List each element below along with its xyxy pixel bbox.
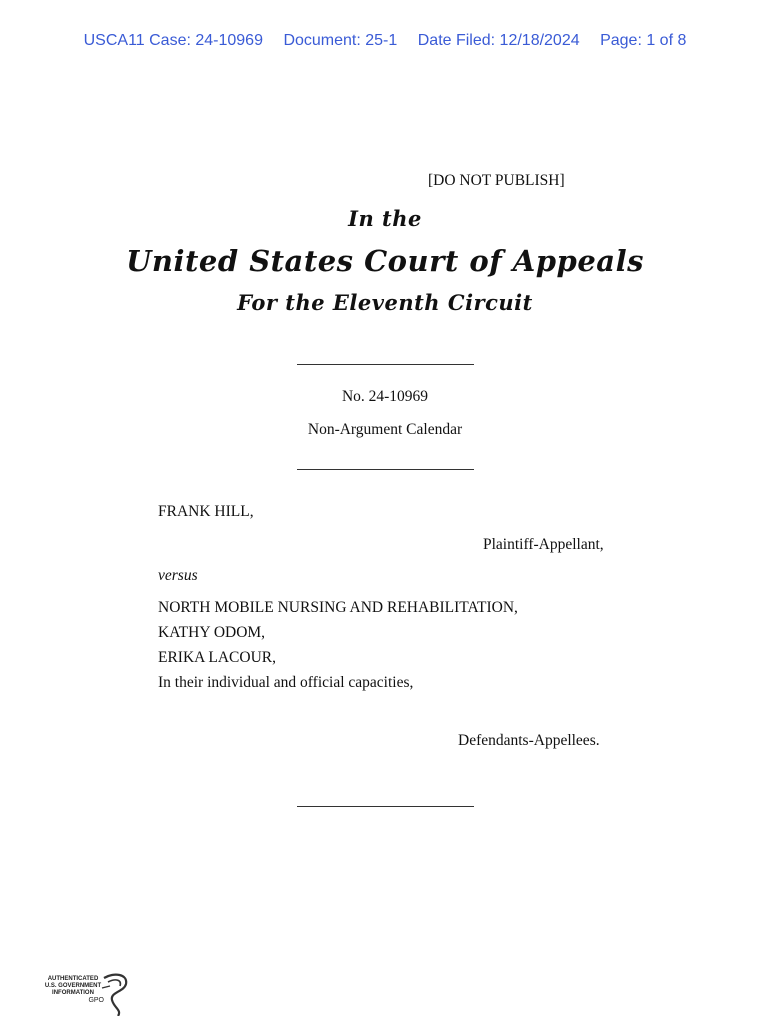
defendant-role: Defendants-Appellees.: [458, 732, 600, 749]
gpo-authentication-logo: [42, 972, 132, 1018]
defendant-line: NORTH MOBILE NURSING AND REHABILITATION,: [158, 599, 518, 616]
court-circuit: For the Eleventh Circuit: [237, 290, 533, 315]
court-line-in-the: In the: [348, 206, 422, 231]
calendar-type: Non-Argument Calendar: [307, 421, 463, 438]
court-name: United States Court of Appeals: [126, 244, 644, 278]
header-document: Document: 25-1: [283, 32, 398, 49]
defendant-line: ERIKA LACOUR,: [158, 649, 276, 666]
case-number: No. 24-10969: [341, 388, 429, 405]
defendant-line: In their individual and official capacities,: [158, 674, 414, 691]
divider-top: [297, 364, 474, 365]
page-header: [0, 32, 770, 50]
defendant-line: KATHY ODOM,: [158, 624, 266, 641]
gpo-logo-text: AUTHENTICATED U.S. GOVERNMENT INFORMATION GPO: [44, 976, 104, 1004]
plaintiff-role: Plaintiff-Appellant,: [483, 536, 604, 553]
header-date-filed: Date Filed: 12/18/2024: [417, 32, 580, 49]
divider-middle: [297, 469, 474, 470]
publish-note: [DO NOT PUBLISH]: [428, 172, 565, 189]
versus: versus: [158, 567, 198, 584]
divider-bottom: [297, 806, 474, 807]
header-case: USCA11 Case: 24-10969: [83, 32, 263, 49]
eagle-icon: [100, 972, 130, 1016]
header-page: Page: 1 of 8: [600, 32, 687, 49]
plaintiff-name: FRANK HILL,: [158, 503, 254, 520]
